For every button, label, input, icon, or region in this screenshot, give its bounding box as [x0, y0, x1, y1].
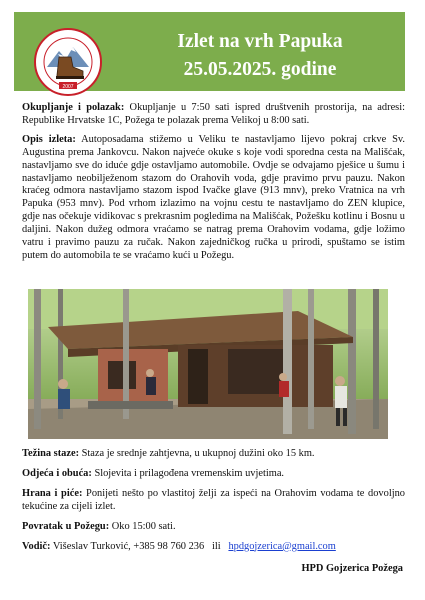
clothing-row	[22, 468, 405, 481]
club-signature: HPD Gojzerica Požega	[301, 563, 403, 574]
description-text: Autoposadama stižemo u Veliku te nastavljamo lijevo pokraj crkve Sv. Augustina prema Jankovcu. Nakon najveće okuke s koje vodi sporedna cesta na Mališćak, nastavljamo sve do iduće gdje ostavljamo automobile. Ovdje se odvajamo pješice u šumu i nastavljamo neobilježenom stazom do Orahovih voda, gdje pravimo prvu pauzu. Nakon kraćeg odmora nastavljamo stazom ispod Ivačke glave (913 mnv), preko Vratnica na vrh Papuka (953 mnv). Pod vrhom izlazimo na vojnu cestu te nastavljamo do ZEN klupice, gdje nas očekuje vidikovac s prekrasnim pogledima na Mališćak, Požešku kotlinu i Bosnu u daljini. Nakon dužeg odmora vraćamo se natrag prema Orahovim vodama, gdje ložimo vatru i pravimo pauzu za ručak. Nakon zajedničkog ručka u prirodi, spuštamo se istim putem do automobila te se vraćamo kući u Požegu.	[22, 133, 405, 261]
header-banner	[14, 12, 405, 91]
guide-text: Višeslav Turković, +385 98 760 236 ili	[50, 540, 229, 552]
page-title	[110, 28, 410, 84]
food-row	[22, 488, 405, 514]
food-label: Hrana i piće:	[22, 487, 83, 499]
guide-row	[22, 541, 405, 554]
return-row	[22, 521, 405, 534]
difficulty-row	[22, 448, 405, 461]
club-logo	[33, 27, 103, 97]
clothing-text: Slojevita i prilagođena vremenskim uvjetima.	[91, 467, 285, 479]
title-line-2: 25.05.2025. godine	[183, 59, 337, 80]
difficulty-label: Težina staze:	[22, 448, 80, 459]
title-line-1: Izlet na vrh Papuka	[177, 31, 343, 52]
mountain-hut-photo	[28, 289, 388, 439]
food-text: Ponijeti nešto po vlastitoj želji za ispeći na Orahovim vodama te dovoljno tekućine za cijeli izlet.	[22, 487, 405, 512]
logo-year-text: 2007	[62, 84, 74, 90]
description-section	[22, 134, 405, 263]
details-section	[22, 448, 405, 560]
main-content	[22, 102, 405, 269]
return-label: Povratak u Požegu:	[22, 520, 110, 532]
guide-email-link[interactable]: hpdgojzerica@gmail.com	[228, 540, 336, 552]
return-text: Oko 15:00 sati.	[109, 520, 176, 532]
meeting-label: Okupljanje i polazak:	[22, 102, 125, 113]
meeting-section	[22, 102, 405, 128]
guide-label: Vodič:	[22, 540, 51, 552]
clothing-label: Odjeća i obuća:	[22, 467, 92, 479]
description-label: Opis izleta:	[22, 133, 76, 145]
meeting-text: Okupljanje u 7:50 sati ispred društvenih prostorija, na adresi: Republike Hrvatske 1C, Požega te polazak prema Velikoj u 8:00 sati.	[22, 102, 405, 126]
difficulty-text: Staza je srednje zahtjevna, u ukupnoj dužini oko 15 km.	[79, 448, 315, 459]
